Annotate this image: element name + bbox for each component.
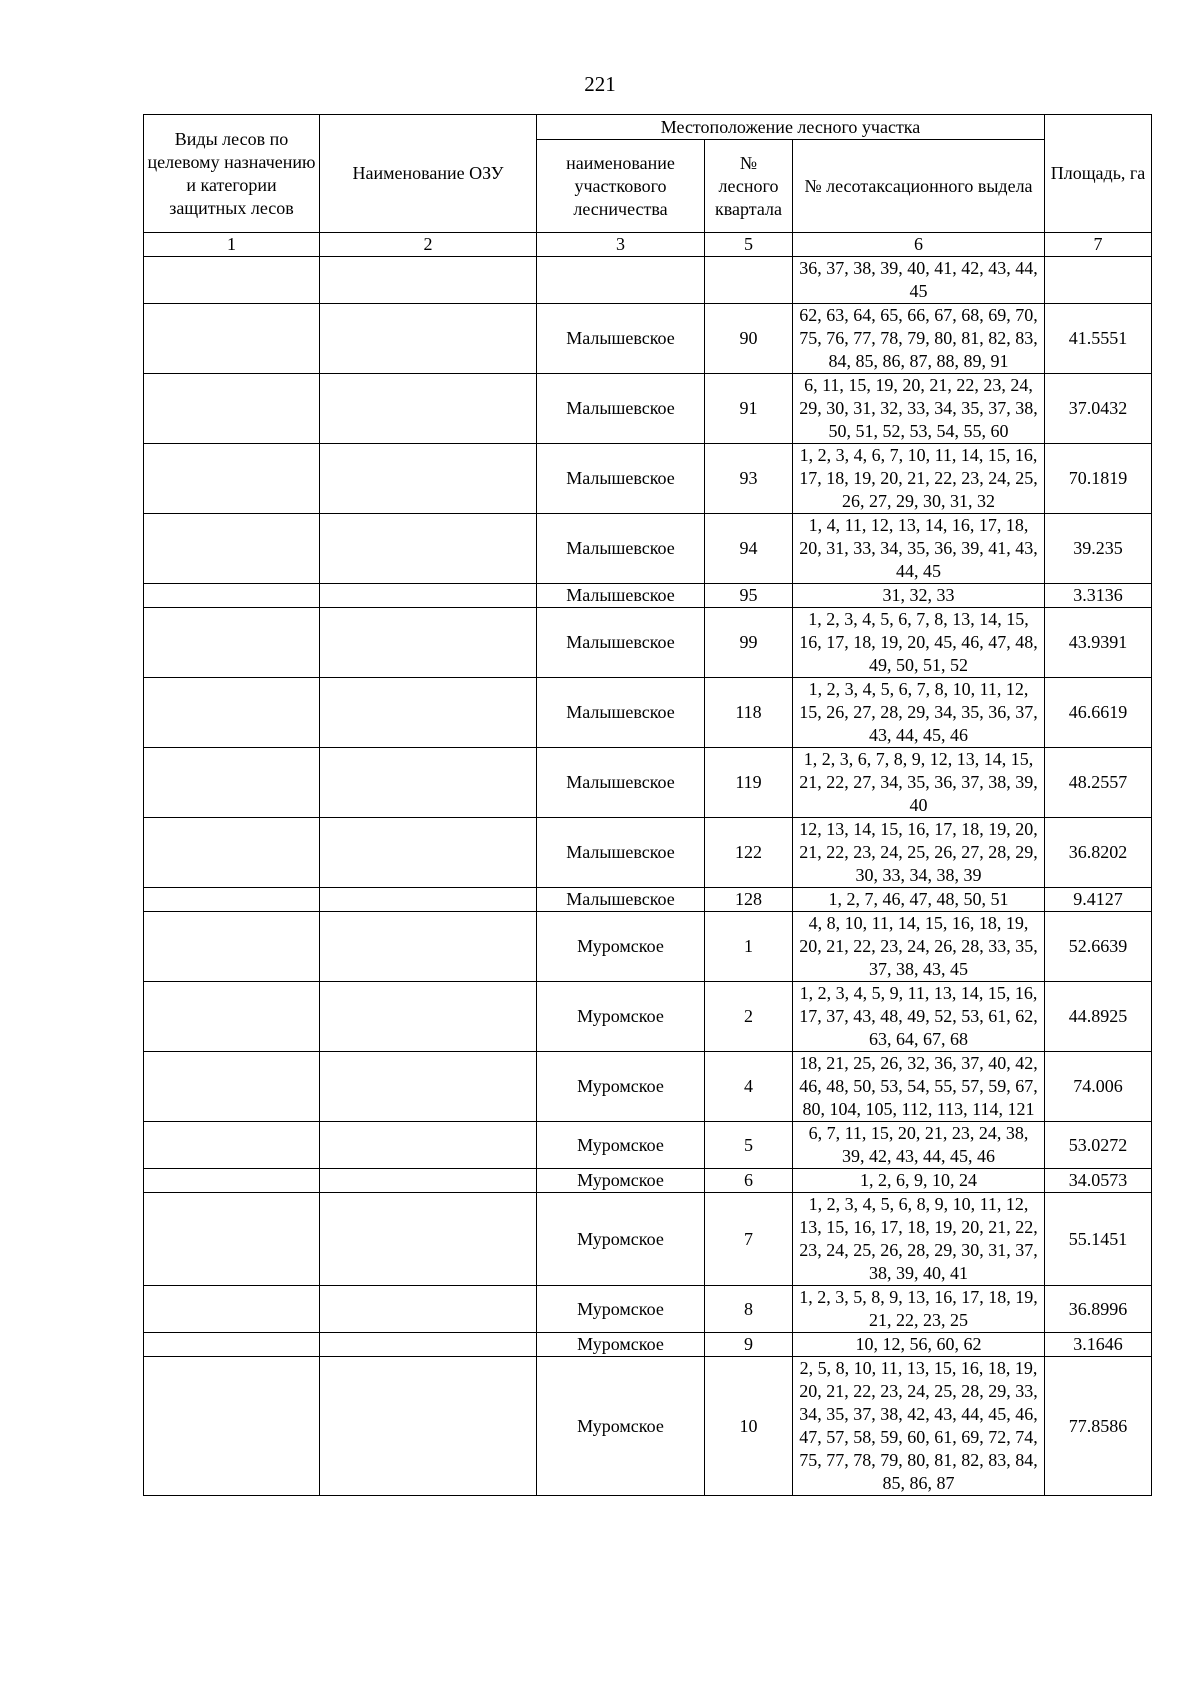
forestry-name-cell: Муромское — [537, 1286, 705, 1333]
table-row — [144, 678, 1152, 748]
forestry-name-cell: Муромское — [537, 1333, 705, 1357]
area-cell: 43.9391 — [1045, 608, 1152, 678]
plot-numbers-cell: 1, 2, 3, 4, 5, 6, 7, 8, 10, 11, 12, 15, 26, 27, 28, 29, 34, 35, 36, 37, 43, 44, 45, 46 — [793, 678, 1045, 748]
plot-numbers-cell: 2, 5, 8, 10, 11, 13, 15, 16, 18, 19, 20, 21, 22, 23, 24, 25, 28, 29, 33, 34, 35, 37, 38, 42, 43, 44, 45, 46, 47, 57, 58, 59, 60, 61, 69, 72, 74, 75, 77, 78, 79, 80, 81, 82, 83, 84, 85, 86, 87 — [793, 1357, 1045, 1496]
area-cell: 3.1646 — [1045, 1333, 1152, 1357]
forestry-name-cell: Малышевское — [537, 444, 705, 514]
plot-numbers-cell: 62, 63, 64, 65, 66, 67, 68, 69, 70, 75, 76, 77, 78, 79, 80, 81, 82, 83, 84, 85, 86, 87, 88, 89, 91 — [793, 304, 1045, 374]
ozu-name-cell — [320, 888, 537, 912]
forestry-name-cell: Муромское — [537, 1052, 705, 1122]
ozu-name-cell — [320, 1122, 537, 1169]
ozu-name-cell — [320, 818, 537, 888]
forest-type-cell — [144, 444, 320, 514]
forest-type-cell — [144, 678, 320, 748]
forest-type-cell — [144, 982, 320, 1052]
quarter-number-cell: 1 — [705, 912, 793, 982]
ozu-name-cell — [320, 257, 537, 304]
ozu-name-cell — [320, 608, 537, 678]
ozu-name-cell — [320, 584, 537, 608]
table-row — [144, 584, 1152, 608]
column-number: 5 — [705, 233, 793, 257]
area-cell: 77.8586 — [1045, 1357, 1152, 1496]
quarter-number-cell: 128 — [705, 888, 793, 912]
ozu-name-cell — [320, 1193, 537, 1286]
forestry-name-cell: Муромское — [537, 982, 705, 1052]
forestry-name-cell: Муромское — [537, 1122, 705, 1169]
area-cell: 9.4127 — [1045, 888, 1152, 912]
forest-type-cell — [144, 818, 320, 888]
plot-numbers-cell: 1, 2, 3, 4, 5, 6, 7, 8, 13, 14, 15, 16, 17, 18, 19, 20, 45, 46, 47, 48, 49, 50, 51, 52 — [793, 608, 1045, 678]
forest-type-cell — [144, 374, 320, 444]
plot-numbers-cell: 12, 13, 14, 15, 16, 17, 18, 19, 20, 21, 22, 23, 24, 25, 26, 27, 28, 29, 30, 33, 34, 38, 39 — [793, 818, 1045, 888]
area-cell: 52.6639 — [1045, 912, 1152, 982]
quarter-number-cell: 99 — [705, 608, 793, 678]
forest-type-cell — [144, 1357, 320, 1496]
table-row — [144, 888, 1152, 912]
forestry-name-cell: Муромское — [537, 1357, 705, 1496]
forestry-name-cell: Муромское — [537, 912, 705, 982]
area-cell: 74.006 — [1045, 1052, 1152, 1122]
quarter-number-cell: 2 — [705, 982, 793, 1052]
ozu-name-cell — [320, 1333, 537, 1357]
area-cell: 44.8925 — [1045, 982, 1152, 1052]
quarter-number-cell: 95 — [705, 584, 793, 608]
quarter-number-cell: 93 — [705, 444, 793, 514]
forestry-name-cell: Малышевское — [537, 374, 705, 444]
area-cell: 36.8996 — [1045, 1286, 1152, 1333]
forest-type-cell — [144, 912, 320, 982]
table-row — [144, 1333, 1152, 1357]
forest-type-cell — [144, 584, 320, 608]
ozu-name-cell — [320, 304, 537, 374]
column-number: 2 — [320, 233, 537, 257]
forest-type-cell — [144, 1052, 320, 1122]
quarter-number-cell: 118 — [705, 678, 793, 748]
forest-type-cell — [144, 1122, 320, 1169]
ozu-name-cell — [320, 912, 537, 982]
header-location-group: Местоположение лесного участка — [537, 115, 1045, 140]
quarter-number-cell: 90 — [705, 304, 793, 374]
plot-numbers-cell: 6, 11, 15, 19, 20, 21, 22, 23, 24, 29, 30, 31, 32, 33, 34, 35, 37, 38, 50, 51, 52, 53, 54, 55, 60 — [793, 374, 1045, 444]
header-forestry-name: наименование участкового лесничества — [537, 140, 705, 233]
area-cell: 37.0432 — [1045, 374, 1152, 444]
plot-numbers-cell: 18, 21, 25, 26, 32, 36, 37, 40, 42, 46, 48, 50, 53, 54, 55, 57, 59, 67, 80, 104, 105, 112, 113, 114, 121 — [793, 1052, 1045, 1122]
ozu-name-cell — [320, 1286, 537, 1333]
ozu-name-cell — [320, 982, 537, 1052]
forestry-name-cell: Малышевское — [537, 584, 705, 608]
area-cell: 46.6619 — [1045, 678, 1152, 748]
table-row — [144, 374, 1152, 444]
quarter-number-cell: 7 — [705, 1193, 793, 1286]
forestry-name-cell: Малышевское — [537, 748, 705, 818]
header-quarter-number: № лесного квартала — [705, 140, 793, 233]
forestry-name-cell: Муромское — [537, 1193, 705, 1286]
ozu-name-cell — [320, 514, 537, 584]
ozu-name-cell — [320, 678, 537, 748]
table-row — [144, 1357, 1152, 1496]
table-row — [144, 1286, 1152, 1333]
forestry-name-cell — [537, 257, 705, 304]
column-number: 1 — [144, 233, 320, 257]
column-number: 6 — [793, 233, 1045, 257]
header-ozu-name: Наименование ОЗУ — [320, 115, 537, 233]
quarter-number-cell: 94 — [705, 514, 793, 584]
quarter-number-cell: 4 — [705, 1052, 793, 1122]
forest-type-cell — [144, 608, 320, 678]
quarter-number-cell — [705, 257, 793, 304]
table-row — [144, 444, 1152, 514]
forestry-name-cell: Малышевское — [537, 888, 705, 912]
plot-numbers-cell: 36, 37, 38, 39, 40, 41, 42, 43, 44, 45 — [793, 257, 1045, 304]
forest-type-cell — [144, 257, 320, 304]
table-row — [144, 1169, 1152, 1193]
plot-numbers-cell: 1, 2, 7, 46, 47, 48, 50, 51 — [793, 888, 1045, 912]
forest-type-cell — [144, 514, 320, 584]
ozu-name-cell — [320, 748, 537, 818]
forestry-name-cell: Малышевское — [537, 608, 705, 678]
header-forest-type: Виды лесов по целевому назначению и категории защитных лесов — [144, 115, 320, 233]
forest-type-cell — [144, 1169, 320, 1193]
quarter-number-cell: 8 — [705, 1286, 793, 1333]
area-cell: 70.1819 — [1045, 444, 1152, 514]
header-area: Площадь, га — [1045, 115, 1152, 233]
plot-numbers-cell: 4, 8, 10, 11, 14, 15, 16, 18, 19, 20, 21, 22, 23, 24, 26, 28, 33, 35, 37, 38, 43, 45 — [793, 912, 1045, 982]
plot-numbers-cell: 1, 2, 6, 9, 10, 24 — [793, 1169, 1045, 1193]
plot-numbers-cell: 1, 2, 3, 4, 5, 9, 11, 13, 14, 15, 16, 17, 37, 43, 48, 49, 52, 53, 61, 62, 63, 64, 67, 68 — [793, 982, 1045, 1052]
plot-numbers-cell: 10, 12, 56, 60, 62 — [793, 1333, 1045, 1357]
forestry-name-cell: Муромское — [537, 1169, 705, 1193]
table-row — [144, 1122, 1152, 1169]
quarter-number-cell: 9 — [705, 1333, 793, 1357]
page-number: 221 — [584, 72, 616, 96]
quarter-number-cell: 119 — [705, 748, 793, 818]
quarter-number-cell: 5 — [705, 1122, 793, 1169]
plot-numbers-cell: 31, 32, 33 — [793, 584, 1045, 608]
forestry-name-cell: Малышевское — [537, 818, 705, 888]
area-cell: 55.1451 — [1045, 1193, 1152, 1286]
plot-numbers-cell: 1, 2, 3, 4, 5, 6, 8, 9, 10, 11, 12, 13, 15, 16, 17, 18, 19, 20, 21, 22, 23, 24, 25, 26, 28, 29, 30, 31, 37, 38, 39, 40, 41 — [793, 1193, 1045, 1286]
table-row — [144, 818, 1152, 888]
plot-numbers-cell: 1, 2, 3, 4, 6, 7, 10, 11, 14, 15, 16, 17, 18, 19, 20, 21, 22, 23, 24, 25, 26, 27, 29, 30, 31, 32 — [793, 444, 1045, 514]
area-cell: 39.235 — [1045, 514, 1152, 584]
forest-type-cell — [144, 1286, 320, 1333]
table-row — [144, 748, 1152, 818]
plot-numbers-cell: 1, 2, 3, 5, 8, 9, 13, 16, 17, 18, 19, 21, 22, 23, 25 — [793, 1286, 1045, 1333]
area-cell — [1045, 257, 1152, 304]
ozu-name-cell — [320, 1357, 537, 1496]
plot-numbers-cell: 1, 4, 11, 12, 13, 14, 16, 17, 18, 20, 31, 33, 34, 35, 36, 39, 41, 43, 44, 45 — [793, 514, 1045, 584]
plot-numbers-cell: 1, 2, 3, 6, 7, 8, 9, 12, 13, 14, 15, 21, 22, 27, 34, 35, 36, 37, 38, 39, 40 — [793, 748, 1045, 818]
quarter-number-cell: 122 — [705, 818, 793, 888]
forest-type-cell — [144, 304, 320, 374]
forestry-name-cell: Малышевское — [537, 678, 705, 748]
area-cell: 36.8202 — [1045, 818, 1152, 888]
ozu-name-cell — [320, 374, 537, 444]
header-plot-numbers: № лесотаксационного выдела — [793, 140, 1045, 233]
quarter-number-cell: 6 — [705, 1169, 793, 1193]
table-row — [144, 1193, 1152, 1286]
ozu-name-cell — [320, 1169, 537, 1193]
area-cell: 53.0272 — [1045, 1122, 1152, 1169]
forestry-name-cell: Малышевское — [537, 304, 705, 374]
table-row — [144, 1052, 1152, 1122]
forest-type-cell — [144, 748, 320, 818]
forest-type-cell — [144, 1333, 320, 1357]
ozu-name-cell — [320, 444, 537, 514]
area-cell: 3.3136 — [1045, 584, 1152, 608]
table-row — [144, 608, 1152, 678]
column-number: 3 — [537, 233, 705, 257]
plot-numbers-cell: 6, 7, 11, 15, 20, 21, 23, 24, 38, 39, 42, 43, 44, 45, 46 — [793, 1122, 1045, 1169]
table-row — [144, 514, 1152, 584]
table-row — [144, 982, 1152, 1052]
forest-type-cell — [144, 888, 320, 912]
column-number: 7 — [1045, 233, 1152, 257]
table-row — [144, 257, 1152, 304]
area-cell: 34.0573 — [1045, 1169, 1152, 1193]
area-cell: 41.5551 — [1045, 304, 1152, 374]
ozu-name-cell — [320, 1052, 537, 1122]
column-numbers-row — [144, 233, 1152, 257]
quarter-number-cell: 10 — [705, 1357, 793, 1496]
forest-plots-table — [143, 114, 1152, 1496]
area-cell: 48.2557 — [1045, 748, 1152, 818]
forestry-name-cell: Малышевское — [537, 514, 705, 584]
forest-type-cell — [144, 1193, 320, 1286]
table-row — [144, 304, 1152, 374]
table-row — [144, 912, 1152, 982]
quarter-number-cell: 91 — [705, 374, 793, 444]
